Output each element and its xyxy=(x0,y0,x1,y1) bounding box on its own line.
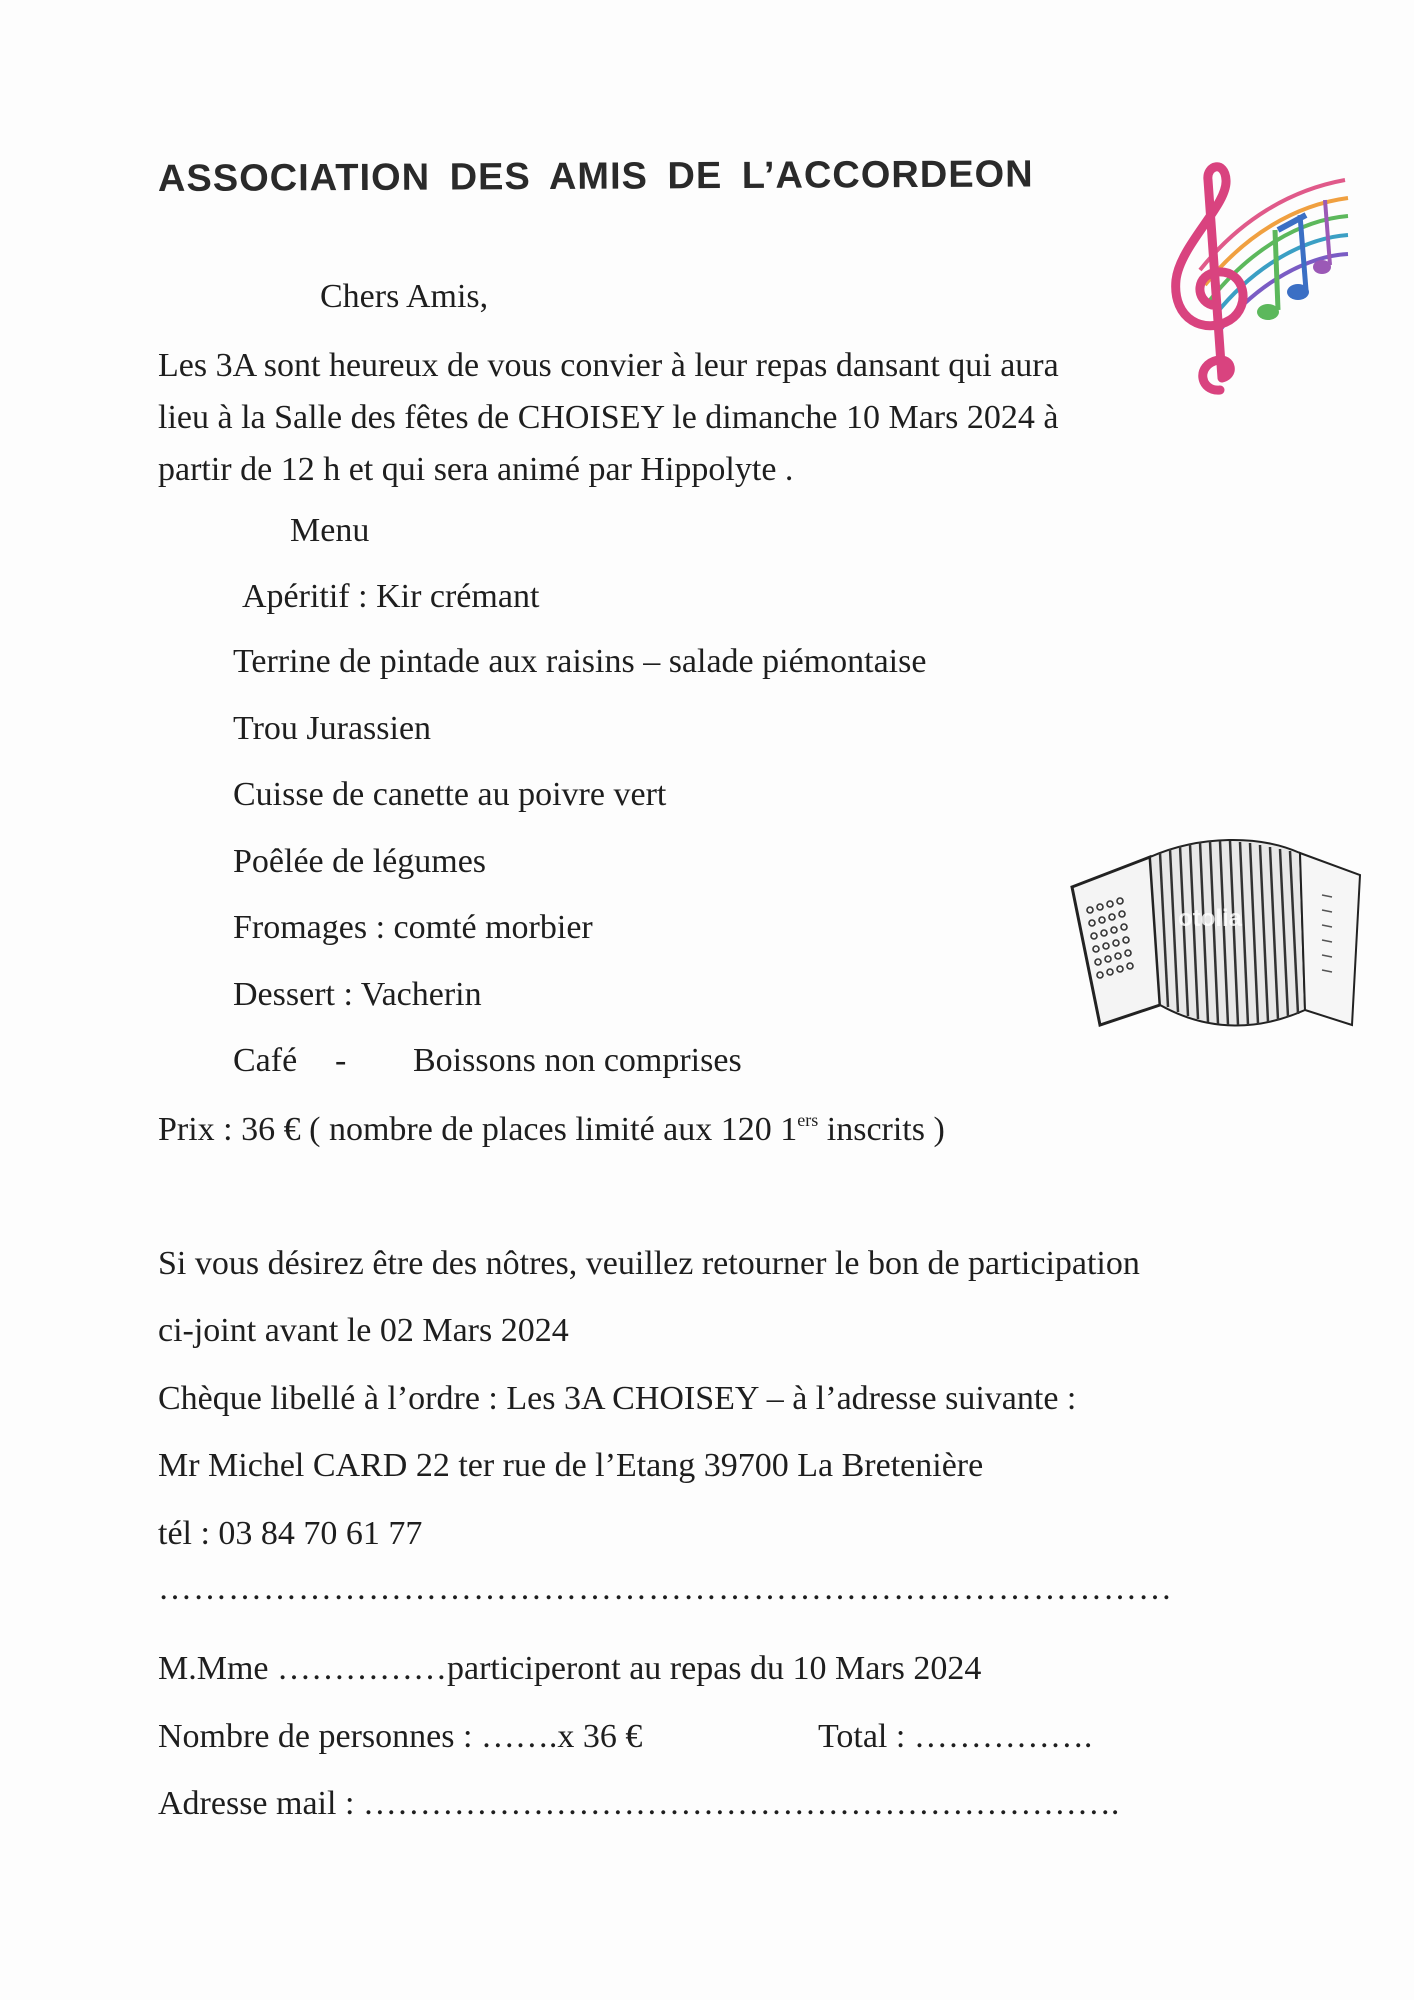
menu-drinks: Boissons non comprises xyxy=(413,1042,742,1079)
price-line xyxy=(158,1110,945,1149)
intro-line: lieu à la Salle des fêtes de CHOISEY le dimanche 10 Mars 2024 à xyxy=(158,399,1059,436)
instruction-line: Si vous désirez être des nôtres, veuillez retourner le bon de participation xyxy=(158,1245,1140,1282)
menu-heading: Menu xyxy=(290,512,370,549)
menu-item: Poêlée de légumes xyxy=(233,843,487,880)
cut-separator: …………………………………………………………………………… xyxy=(158,1570,1173,1607)
menu-item: Dessert : Vacherin xyxy=(233,976,482,1013)
menu-dash: - xyxy=(335,1042,347,1079)
accordion-icon xyxy=(1060,835,1370,1040)
instruction-line: Chèque libellé à l’ordre : Les 3A CHOISEY – à l’adresse suivante : xyxy=(158,1380,1077,1417)
form-names-line: M.Mme ……………participeront au repas du 10 Mars 2024 xyxy=(158,1650,982,1687)
watermark: otolia xyxy=(1178,905,1242,932)
price-suffix: inscrits ) xyxy=(818,1111,945,1148)
intro-line: partir de 12 h et qui sera animé par Hippolyte . xyxy=(158,451,794,488)
menu-item: Cuisse de canette au poivre vert xyxy=(233,776,667,813)
page-title: ASSOCIATION DES AMIS DE L’ACCORDEON xyxy=(157,153,1034,200)
price-superscript: ers xyxy=(797,1110,819,1130)
form-total-line: Total : ……………. xyxy=(818,1718,1093,1755)
form-email-line: Adresse mail : …………………………………………………………. xyxy=(158,1785,1120,1822)
greeting: Chers Amis, xyxy=(320,278,489,315)
menu-item: Terrine de pintade aux raisins – salade piémontaise xyxy=(233,643,927,680)
form-persons-line: Nombre de personnes : …….x 36 € xyxy=(158,1718,643,1755)
menu-item: Fromages : comté morbier xyxy=(233,909,593,946)
menu-aperitif: Apéritif : Kir crémant xyxy=(242,578,540,615)
instruction-line: ci-joint avant le 02 Mars 2024 xyxy=(158,1312,569,1349)
phone-line: tél : 03 84 70 61 77 xyxy=(158,1515,423,1552)
address-line: Mr Michel CARD 22 ter rue de l’Etang 39700 La Bretenière xyxy=(158,1447,984,1484)
price-text: Prix : 36 € ( nombre de places limité aux 120 1 xyxy=(158,1111,798,1148)
intro-line: Les 3A sont heureux de vous convier à leur repas dansant qui aura xyxy=(158,347,1059,384)
intro-paragraph xyxy=(158,340,1198,496)
menu-cafe: Café xyxy=(233,1042,298,1079)
menu-item: Trou Jurassien xyxy=(233,710,432,747)
